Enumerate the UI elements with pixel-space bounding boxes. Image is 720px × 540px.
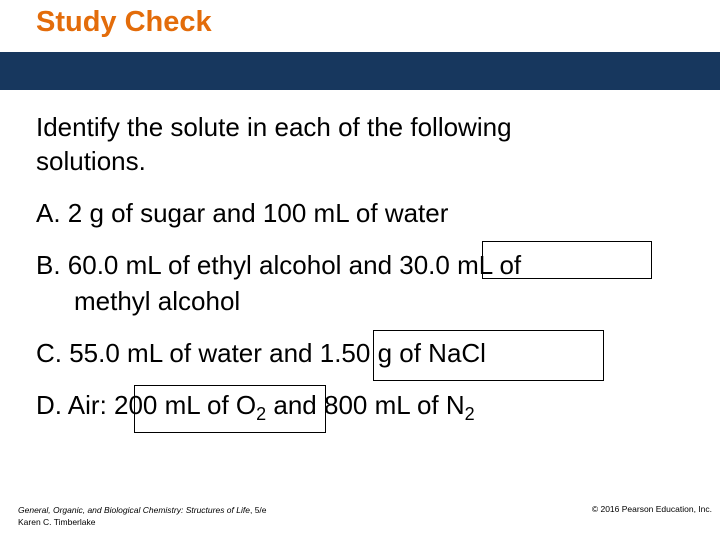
prompt-line-1: Identify the solute in each of the following [36,112,512,142]
o2-subscript: 2 [256,404,267,424]
solute-box-d [134,385,326,433]
solute-box-c [373,330,604,381]
item-c-text: C. 55.0 mL of water and [36,338,320,368]
footer-citation [18,504,267,528]
n2-subscript: 2 [464,404,475,424]
item-a: A. 2 g of sugar and 100 mL of water [36,198,449,228]
solute-box-b [482,241,652,279]
footer-author: Karen C. Timberlake [18,517,96,527]
item-d-solute: 200 mL of O [114,390,257,420]
item-b-text: B. 60.0 mL of ethyl alcohol and [36,250,400,280]
prompt-line-2: solutions. [36,146,146,176]
footer-book-title: General, Organic, and Biological Chemistry: Structures of Life [18,505,250,515]
item-c-solute: 1.50 g of NaCl [319,338,486,368]
item-b [36,250,521,280]
item-d-text: D. Air: [36,390,115,420]
item-d-rest: and 800 mL of N [266,390,465,420]
header-band [0,52,720,90]
item-b-solute: 30.0 mL of [399,250,522,280]
footer-edition: , 5/e [249,505,267,515]
item-b-continued: methyl alcohol [74,286,241,316]
footer-copyright: © 2016 Pearson Education, Inc. [591,504,712,514]
slide-title: Study Check [36,6,212,38]
